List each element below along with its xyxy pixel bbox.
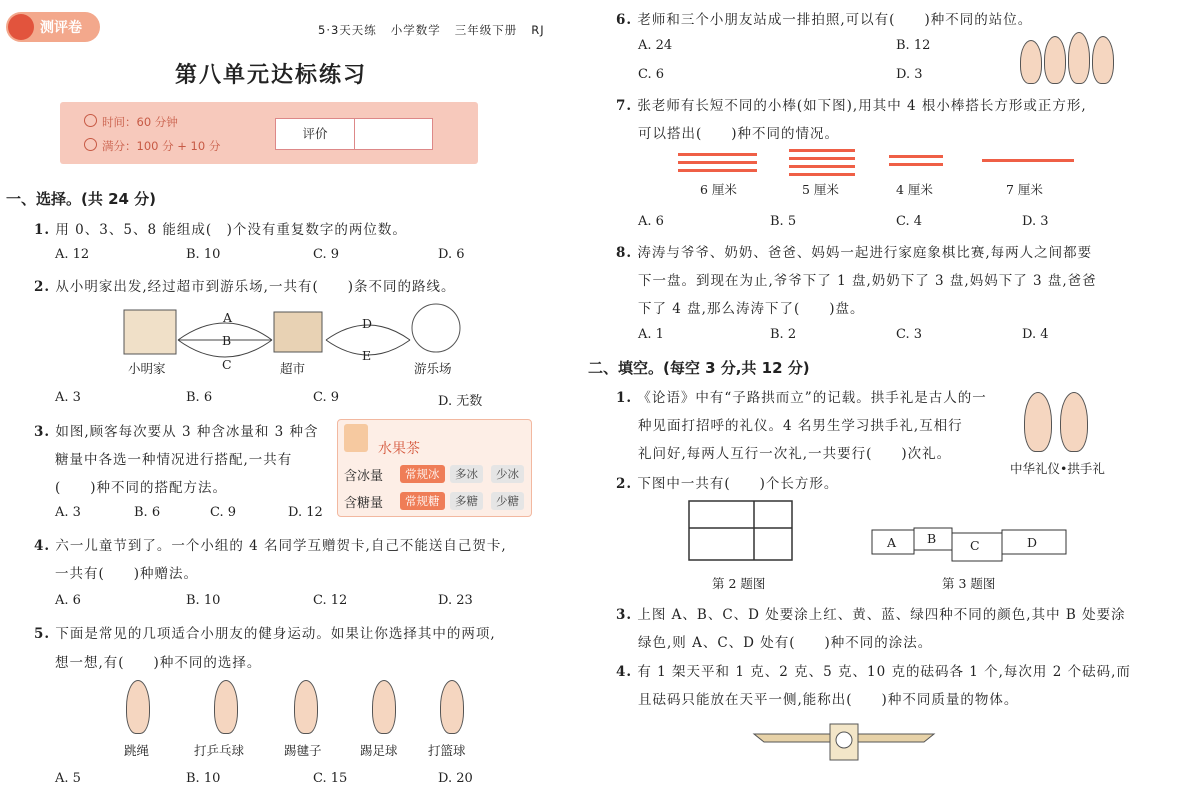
q3-option-d: D. 12: [288, 505, 323, 520]
evaluation-label: 评价: [276, 119, 355, 149]
etiquette-caption: 中华礼仪•拱手礼: [1010, 461, 1105, 476]
q8-line1: 8. 涛涛与爷爷、奶奶、爸爸、妈妈一起进行家庭象棋比赛,每两人之间都要: [616, 245, 1093, 261]
fig3-caption: 第 3 题图: [942, 576, 996, 591]
q3-line3: ( )种不同的搭配方法。: [55, 480, 228, 496]
stick-label-5: 5 厘米: [802, 182, 839, 197]
stick-label-4: 4 厘米: [896, 182, 933, 197]
q7-line1: 7. 张老师有长短不同的小棒(如下图),用其中 4 根小棒搭长方形或正方形,: [616, 98, 1087, 114]
q8-option-b: B. 2: [770, 327, 797, 342]
q4-option-a: A. 6: [55, 593, 81, 608]
q2-option-d: D. 无数: [438, 394, 483, 409]
ping-pong-child-icon: [214, 680, 238, 734]
home-building-icon: [124, 310, 176, 354]
basketball-child-icon: [440, 680, 464, 734]
ice-label: 含冰量: [344, 469, 384, 484]
q8-option-c: C. 3: [896, 327, 923, 342]
evaluation-box: [275, 118, 433, 150]
q5-option-d: D. 20: [438, 771, 473, 786]
supermarket-icon: [274, 312, 322, 352]
q2-option-c: C. 9: [313, 390, 340, 405]
full-score: 满分：100 分 + 10 分: [102, 139, 221, 153]
menu-title: 水果茶: [378, 441, 420, 457]
jump-rope-child-icon: [126, 680, 150, 734]
sugar-less: 少糖: [491, 492, 524, 510]
q1-option-a: A. 12: [55, 247, 90, 262]
q5-option-a: A. 5: [55, 771, 81, 786]
q3-option-b: B. 6: [134, 505, 161, 520]
route-label-e: E: [362, 348, 372, 363]
f4-line2: 且砝码只能放在天平一侧,能称出( )种不同质量的物体。: [638, 692, 1019, 708]
region-c: C: [970, 538, 980, 553]
sport-ping-pong: 打乒乓球: [194, 743, 245, 758]
header-series: 5·3天天练: [318, 23, 377, 37]
f2-text: 2. 下图中一共有( )个长方形。: [616, 476, 839, 492]
q6-option-c: C. 6: [638, 67, 665, 82]
ice-more: 多冰: [450, 465, 483, 483]
q6-option-d: D. 3: [896, 67, 923, 82]
q4-line2: 一共有( )种赠法。: [55, 566, 199, 582]
f1-line1: 1. 《论语》中有“子路拱而立”的记载。拱手礼是古人的一: [616, 390, 987, 406]
q1-option-b: B. 10: [186, 247, 221, 262]
q2-text: 2. 从小明家出发,经过超市到游乐场,一共有( )条不同的路线。: [34, 279, 456, 295]
section2-title: 二、填空。(每空 3 分,共 12 分): [588, 359, 810, 377]
header-edition: RJ: [531, 23, 545, 37]
shuttlecock-child-icon: [294, 680, 318, 734]
sport-jump-rope: 跳绳: [124, 743, 150, 758]
q4-option-b: B. 10: [186, 593, 221, 608]
q1-option-d: D. 6: [438, 247, 465, 262]
page-title: 第八单元达标练习: [175, 62, 368, 88]
tea-cup-icon: [344, 424, 368, 452]
sport-shuttlecock: 踢毽子: [284, 743, 322, 758]
q8-option-a: A. 1: [638, 327, 664, 342]
q7-option-a: A. 6: [638, 214, 664, 229]
q6-text: 6. 老师和三个小朋友站成一排拍照,可以有( )种不同的站位。: [616, 12, 1033, 28]
q1-option-c: C. 9: [313, 247, 340, 262]
ferris-wheel-icon: [412, 304, 460, 352]
sugar-more: 多糖: [450, 492, 483, 510]
stick-5cm: [789, 157, 855, 160]
q5-option-c: C. 15: [313, 771, 348, 786]
q3-line2: 糖量中各选一种情况进行搭配,一共有: [55, 452, 293, 468]
q5-line2: 想一想,有( )种不同的选择。: [55, 655, 262, 671]
ice-less: 少冰: [491, 465, 524, 483]
photo-child-icon: [1068, 32, 1090, 84]
f3-line1: 3. 上图 A、B、C、D 处要涂上红、黄、蓝、绿四种不同的颜色,其中 B 处要涂: [616, 607, 1126, 623]
route-label-b: B: [222, 333, 232, 348]
stick-4cm: [889, 163, 943, 166]
stick-6cm: [678, 161, 757, 164]
photo-teacher-icon: [1020, 40, 1042, 84]
bowing-person-icon: [1060, 392, 1088, 452]
q8-option-d: D. 4: [1022, 327, 1049, 342]
q2-option-b: B. 6: [186, 390, 213, 405]
q6-option-a: A. 24: [638, 38, 673, 53]
q7-option-c: C. 4: [896, 214, 923, 229]
route-label-a: A: [223, 310, 233, 325]
q5-line1: 5. 下面是常见的几项适合小朋友的健身运动。如果让你选择其中的两项,: [34, 626, 496, 642]
place-supermarket: 超市: [280, 361, 306, 376]
q2-option-a: A. 3: [55, 390, 81, 405]
q7-line2: 可以搭出( )种不同的情况。: [638, 126, 840, 142]
ice-regular: 常规冰: [400, 465, 445, 483]
q7-option-b: B. 5: [770, 214, 797, 229]
q4-line1: 4. 六一儿童节到了。一个小组的 4 名同学互赠贺卡,自己不能送自己贺卡,: [34, 538, 507, 554]
q3-line1: 3. 如图,顾客每次要从 3 种含冰量和 3 种含: [34, 424, 319, 440]
fig2-caption: 第 2 题图: [712, 576, 766, 591]
q8-line2: 下一盘。到现在为止,爷爷下了 1 盘,奶奶下了 3 盘,妈妈下了 3 盘,爸爸: [638, 273, 1097, 289]
q4-option-d: D. 23: [438, 593, 473, 608]
stick-4cm: [889, 155, 943, 158]
stick-label-7: 7 厘米: [1006, 182, 1043, 197]
sugar-regular: 常规糖: [400, 492, 445, 510]
stick-5cm: [789, 165, 855, 168]
badge-icon: [8, 14, 34, 40]
soccer-child-icon: [372, 680, 396, 734]
check-icon: [84, 138, 97, 151]
header-grade: 三年级下册: [454, 23, 518, 37]
fruit-tea-menu: [337, 419, 532, 517]
place-amusement-park: 游乐场: [414, 361, 452, 376]
stick-6cm: [678, 153, 757, 156]
rectangle-grid-figure: [688, 500, 794, 562]
q7-option-d: D. 3: [1022, 214, 1049, 229]
region-d: D: [1027, 535, 1038, 550]
header-subject: 小学数学: [390, 23, 441, 37]
stick-5cm: [789, 149, 855, 152]
badge-label: 测评卷: [40, 20, 82, 36]
page-header: [318, 22, 545, 38]
route-label-c: C: [222, 357, 232, 372]
f3-line2: 绿色,则 A、C、D 处有( )种不同的涂法。: [638, 635, 933, 651]
q3-option-c: C. 9: [210, 505, 237, 520]
stick-7cm: [982, 159, 1074, 162]
q1-text: 1. 用 0、3、5、8 能组成( )个没有重复数字的两位数。: [34, 222, 407, 238]
f1-line2: 种见面打招呼的礼仪。4 名男生学习拱手礼,互相行: [638, 418, 963, 434]
q5-option-b: B. 10: [186, 771, 221, 786]
route-label-d: D: [362, 316, 373, 331]
photo-child-icon: [1092, 36, 1114, 84]
time-limit: 时间：60 分钟: [102, 115, 178, 129]
sugar-label: 含糖量: [344, 496, 384, 511]
stick-6cm: [678, 169, 757, 172]
place-home: 小明家: [128, 361, 166, 376]
region-a: A: [887, 535, 897, 550]
f4-line1: 4. 有 1 架天平和 1 克、2 克、5 克、10 克的砝码各 1 个,每次用 2 个砝码,而: [616, 664, 1131, 680]
stick-5cm: [789, 173, 855, 176]
bowing-person-icon: [1024, 392, 1052, 452]
sport-basketball: 打篮球: [428, 743, 466, 758]
sport-soccer: 踢足球: [360, 743, 398, 758]
q4-option-c: C. 12: [313, 593, 348, 608]
region-b: B: [927, 531, 937, 546]
section1-title: 一、选择。(共 24 分): [6, 190, 157, 208]
q8-line3: 下了 4 盘,那么涛涛下了( )盘。: [638, 301, 865, 317]
photo-child-icon: [1044, 36, 1066, 84]
q3-option-a: A. 3: [55, 505, 81, 520]
balance-scale-icon: [744, 716, 944, 766]
q6-option-b: B. 12: [896, 38, 931, 53]
clock-icon: [84, 114, 97, 127]
stick-label-6: 6 厘米: [700, 182, 737, 197]
f1-line3: 礼问好,每两人互行一次礼,一共要行( )次礼。: [638, 446, 952, 462]
